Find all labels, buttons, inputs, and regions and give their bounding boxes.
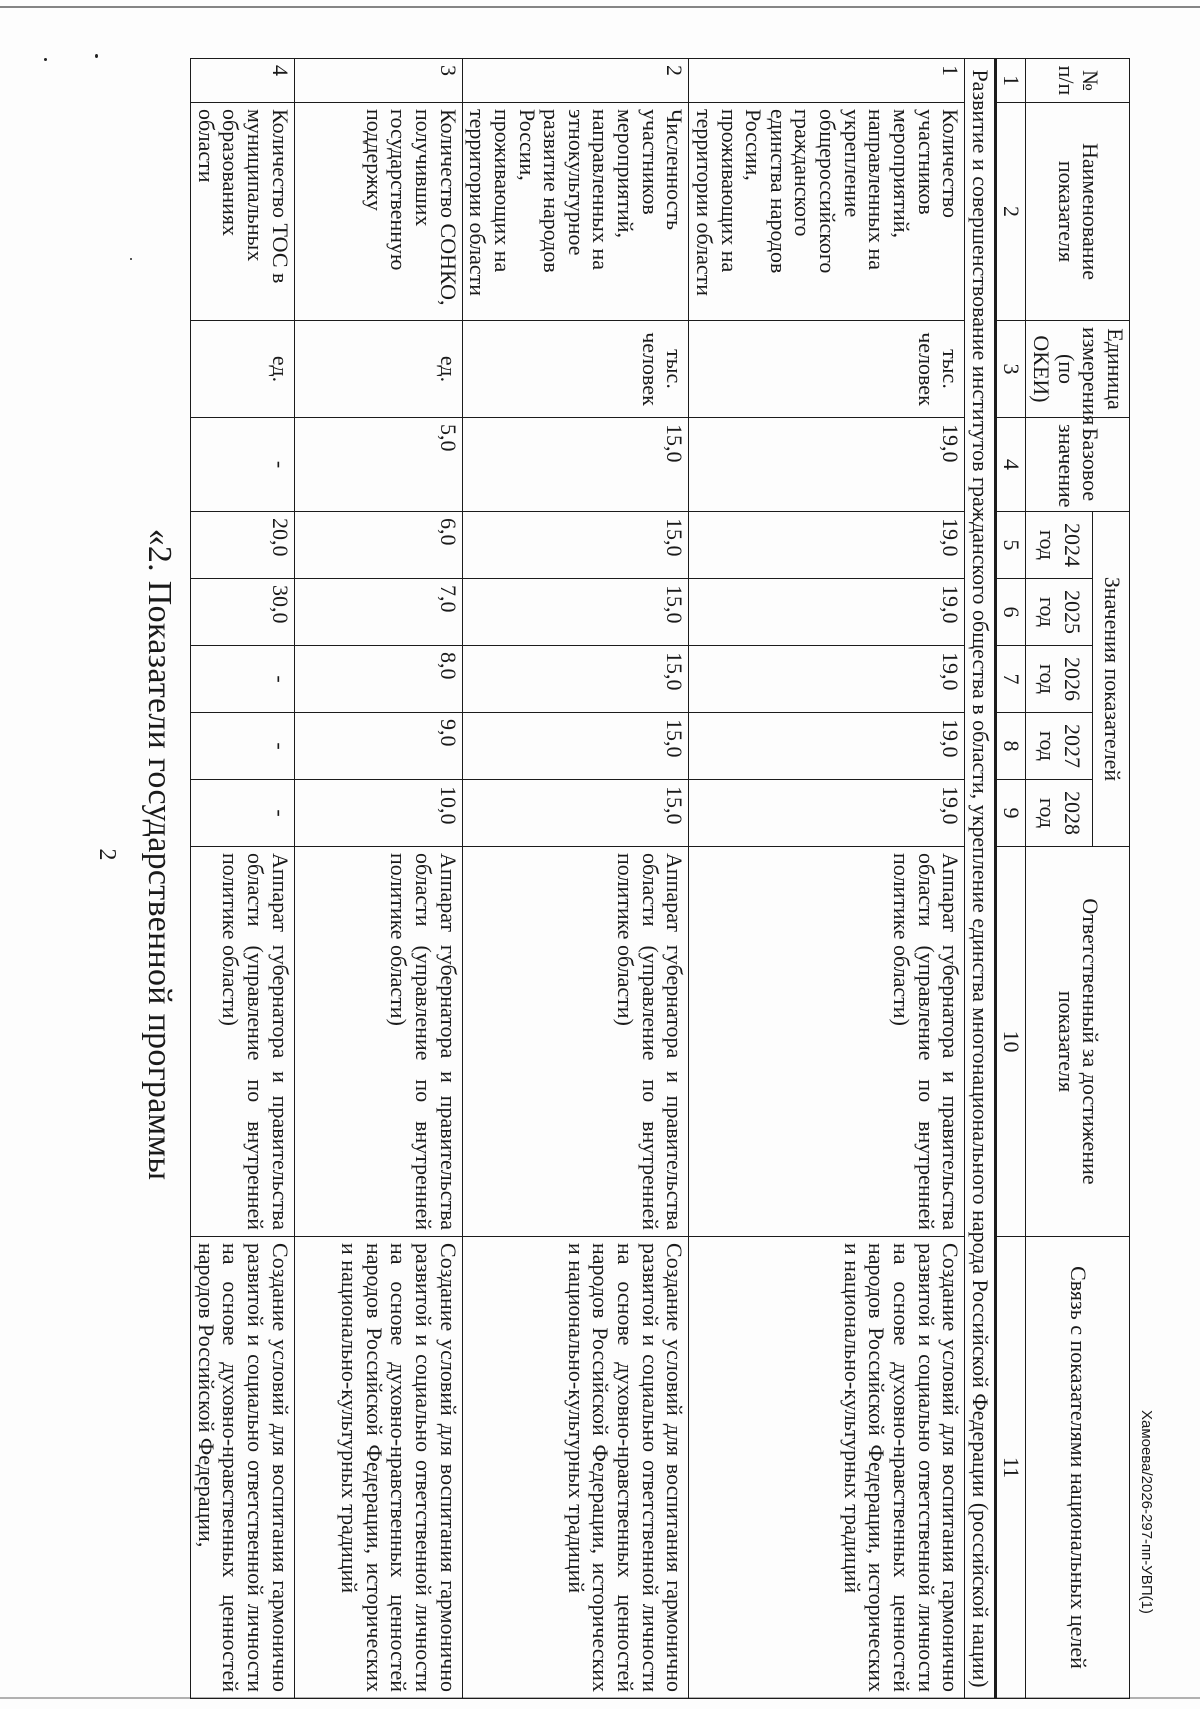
row-unit: ед. bbox=[294, 321, 462, 418]
indicators-table bbox=[190, 58, 1130, 1699]
row-value-2025: 7,0 bbox=[294, 579, 462, 646]
header-unit: Единица измерения (по ОКЕИ) bbox=[1026, 321, 1130, 418]
row-value-2024: 6,0 bbox=[294, 512, 462, 579]
column-number: 6 bbox=[995, 579, 1026, 646]
row-unit: тыс. человек bbox=[689, 321, 965, 418]
column-number: 2 bbox=[995, 103, 1026, 321]
row-value-2028: - bbox=[191, 780, 295, 847]
row-value-2028: 15,0 bbox=[462, 780, 689, 847]
column-number: 3 bbox=[995, 321, 1026, 418]
header-base: Базовое значение bbox=[1026, 418, 1130, 512]
header-num: № п/п bbox=[1026, 59, 1130, 103]
table-row bbox=[294, 59, 462, 1699]
row-num: 1 bbox=[689, 59, 965, 103]
header-year: 2026 год bbox=[1026, 646, 1093, 713]
row-value-2026: - bbox=[191, 646, 295, 713]
row-national-goals-link: Создание условий для воспитания гармонично развитой и социально ответственной личности на основе духовно-нравственных ценностей народов Российской Федерации, исторических и национально-культурных традиций bbox=[689, 1237, 965, 1699]
row-value-2026: 19,0 bbox=[689, 646, 965, 713]
row-responsible: Аппарат губернатора и правительства области (управление по внутренней политике области) bbox=[191, 847, 295, 1237]
column-number: 1 bbox=[995, 59, 1026, 103]
row-base-value: 15,0 bbox=[462, 418, 689, 512]
row-base-value: - bbox=[191, 418, 295, 512]
table-row bbox=[191, 59, 295, 1699]
row-value-2025: 30,0 bbox=[191, 579, 295, 646]
row-num: 4 bbox=[191, 59, 295, 103]
row-national-goals-link: Создание условий для воспитания гармонично развитой и социально ответственной личности на основе духовно-нравственных ценностей народов Российской Федерации, исторических и национально-культурных традиций bbox=[294, 1237, 462, 1699]
row-value-2024: 20,0 bbox=[191, 512, 295, 579]
column-number: 4 bbox=[995, 418, 1026, 512]
row-unit: тыс. человек bbox=[462, 321, 689, 418]
row-value-2027: 19,0 bbox=[689, 713, 965, 780]
header-year: 2025 год bbox=[1026, 579, 1093, 646]
row-national-goals-link: Создание условий для воспитания гармонично развитой и социально ответственной личности на основе духовно-нравственных ценностей народов Российской Федерации, исторических и национально-культурных традиций bbox=[462, 1237, 689, 1699]
row-responsible: Аппарат губернатора и правительства области (управление по внутренней политике области) bbox=[462, 847, 689, 1237]
row-value-2024: 15,0 bbox=[462, 512, 689, 579]
row-indicator-name: Количество СОНКО, получивших государственную поддержку bbox=[294, 103, 462, 321]
row-unit: ед. bbox=[191, 321, 295, 418]
column-number: 11 bbox=[995, 1237, 1026, 1699]
row-national-goals-link: Создание условий для воспитания гармонично развитой и социально ответственной личности на основе духовно-нравственных ценностей народов Российской Федерации, bbox=[191, 1237, 295, 1699]
table-row bbox=[462, 59, 689, 1699]
row-responsible: Аппарат губернатора и правительства области (управление по внутренней политике области) bbox=[689, 847, 965, 1237]
row-value-2028: 10,0 bbox=[294, 780, 462, 847]
row-value-2028: 19,0 bbox=[689, 780, 965, 847]
row-value-2027: 15,0 bbox=[462, 713, 689, 780]
header-link: Связь с показателями национальных целей bbox=[1026, 1237, 1130, 1699]
row-base-value: 5,0 bbox=[294, 418, 462, 512]
column-number: 5 bbox=[995, 512, 1026, 579]
column-number: 9 bbox=[995, 780, 1026, 847]
column-number: 8 bbox=[995, 713, 1026, 780]
row-value-2026: 8,0 bbox=[294, 646, 462, 713]
row-num: 3 bbox=[294, 59, 462, 103]
row-indicator-name: Численность участников мероприятий, направленных на этнокультурное развитие народов России, проживающих на территории области bbox=[462, 103, 689, 321]
column-number: 10 bbox=[995, 847, 1026, 1237]
row-indicator-name: Количество участников мероприятий, направленных на укрепление общероссийского гражданского единства народов России, проживающих на территории области bbox=[689, 103, 965, 321]
header-year: 2027 год bbox=[1026, 713, 1093, 780]
row-value-2024: 19,0 bbox=[689, 512, 965, 579]
row-num: 2 bbox=[462, 59, 689, 103]
page-title: «2. Показатели государственной программы bbox=[141, 528, 178, 1181]
header-responsible: Ответственный за достижение показателя bbox=[1026, 847, 1130, 1237]
header-year: 2028 год bbox=[1026, 780, 1093, 847]
table-row bbox=[689, 59, 965, 1699]
section-row bbox=[965, 59, 996, 1699]
row-value-2025: 19,0 bbox=[689, 579, 965, 646]
section-title: Развитие и совершенствование институтов гражданского общества в области, укрепление единства многонационального народа Российской Федерации (российской нации) bbox=[965, 59, 996, 1699]
header-name: Наименование показателя bbox=[1026, 103, 1130, 321]
row-value-2025: 15,0 bbox=[462, 579, 689, 646]
row-value-2027: - bbox=[191, 713, 295, 780]
column-number: 7 bbox=[995, 646, 1026, 713]
page-number: 2 bbox=[94, 848, 120, 861]
row-indicator-name: Количество ТОС в муниципальных образованиях области bbox=[191, 103, 295, 321]
header-values-group: Значения показателей bbox=[1093, 512, 1130, 847]
row-value-2026: 15,0 bbox=[462, 646, 689, 713]
column-numbers-row bbox=[995, 59, 1026, 1699]
row-responsible: Аппарат губернатора и правительства области (управление по внутренней политике области) bbox=[294, 847, 462, 1237]
header-year: 2024 год bbox=[1026, 512, 1093, 579]
document-code: Хамоева/2026-297-пп-УВП(1) bbox=[1138, 1410, 1155, 1614]
row-value-2027: 9,0 bbox=[294, 713, 462, 780]
row-base-value: 19,0 bbox=[689, 418, 965, 512]
